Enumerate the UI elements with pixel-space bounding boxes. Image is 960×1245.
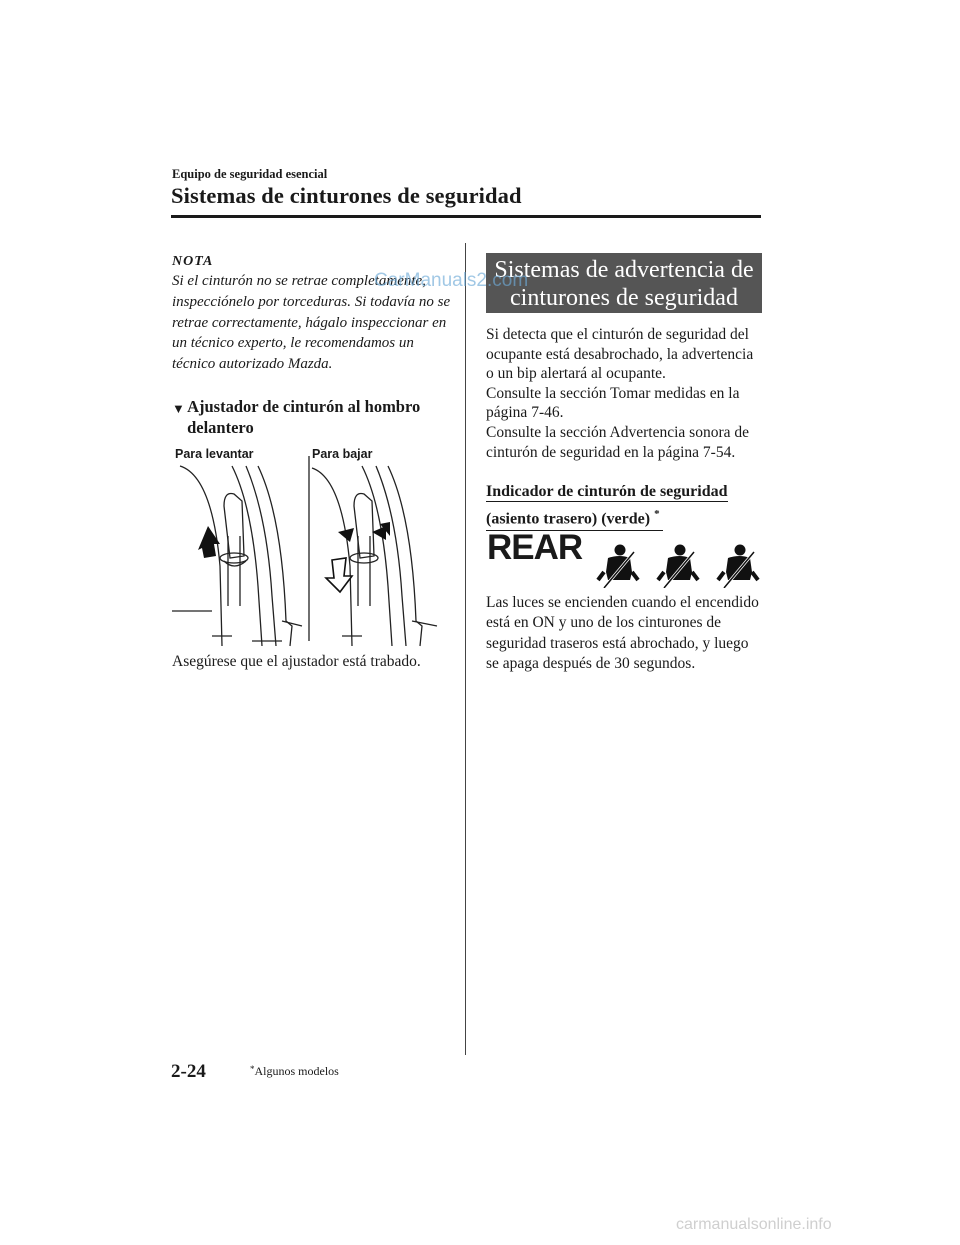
warning-paragraph [486,325,762,462]
lights-paragraph: Las luces se encienden cuando el encendido está en ON y uno de los cinturones de seguridad traseros está abrochado, y luego se apaga después de 30 segundos. [486,594,759,673]
title-rule [171,215,761,218]
subheading-line-2: (asiento trasero) (verde) [486,510,651,528]
page-number: 2-24 [171,1061,206,1082]
nota-text: Si el cinturón no se retrae completamente, inspecciónelo por torceduras. Si todavía no se retrae correctamente, hágalo inspeccionar en un técnico experto, le recomendamos un técnico autorizado Mazda. [172,273,451,373]
triangle-marker-icon: ▼ [172,401,185,416]
seatbelt-icon [714,544,762,588]
nota-label: NOTA [172,254,214,269]
column-divider [465,243,466,1055]
footnote [250,1064,339,1079]
paragraph-detect: Si detecta que el cinturón de seguridad del ocupante está desabrochado, la advertencia o un bip alertará al ocupante. [486,326,754,383]
subheading-line-1: Indicador de cinturón de seguridad [486,483,728,500]
footnote-star: * [250,1064,255,1074]
seatbelt-icon [654,544,702,588]
label-lower: Para bajar [312,447,373,461]
watermark-top: CarManuals2.com [374,270,529,291]
shoulder-adjuster-figure [172,446,442,654]
subheading-text: Ajustador de cinturón al hombro delantero [187,397,421,437]
rear-label: REAR [487,528,583,567]
paragraph-ref-2: Consulte la sección Advertencia sonora de cinturón de seguridad en la página 7-54. [486,423,749,461]
section-label: Equipo de seguridad esencial [172,167,328,181]
banner-line-2: cinturones de seguridad [510,285,738,311]
footnote-text: Algunos modelos [254,1064,339,1078]
up-arrow-icon [198,526,220,558]
subheading-shoulder-adjuster [172,396,457,438]
label-raise: Para levantar [175,447,254,461]
watermark-bottom: carmanualsonline.info [676,1216,832,1233]
adjuster-illustration [172,446,442,654]
paragraph-ref-1: Consulte la sección Tomar medidas en la página 7-46. [486,384,740,422]
banner-line-1: Sistemas de advertencia de [494,257,754,283]
seatbelt-icon [594,544,642,588]
page-title: Sistemas de cinturones de seguridad [171,183,522,208]
models-asterisk: * [654,508,660,520]
down-arrow-icon [326,558,352,592]
subheading-rear-indicator [486,481,736,531]
figure-caption: Asegúrese que el ajustador está trabado. [172,653,421,670]
